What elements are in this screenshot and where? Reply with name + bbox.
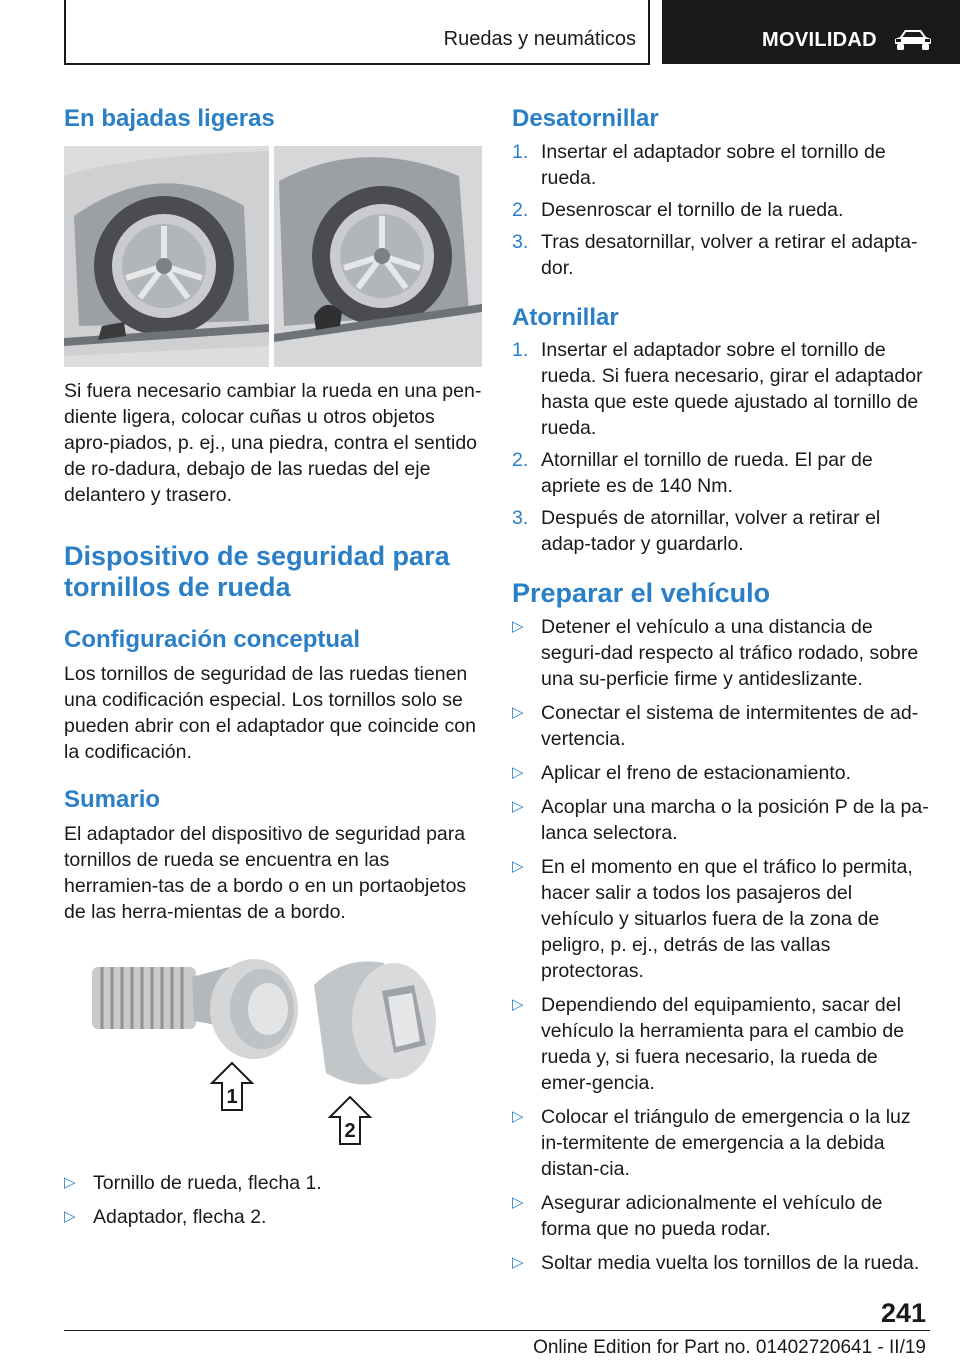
list-item <box>512 505 930 557</box>
step-text: Tras desatornillar, volver a retirar el adapta-dor. <box>541 231 918 279</box>
heading-concept: Configuración conceptual <box>64 626 361 653</box>
list-item <box>512 139 930 191</box>
heading-wheel-lock-line1: Dispositivo de seguridad para <box>64 541 450 571</box>
list-item <box>512 1104 930 1182</box>
paragraph-summary: El adaptador del dispositivo de seguridad para tornillos de rueda se encuentra en las herramien-tas de a bordo o en un portaobjetos de las herra-mientas de a bordo. <box>64 823 467 923</box>
step-number: 3. <box>512 231 529 253</box>
list-item-text: Detener el vehículo a una distancia de seguri-dad respecto al tráfico rodado, sobre una su-perficie firme y antideslizante. <box>541 616 919 690</box>
legend-item-text: Tornillo de rueda, flecha 1. <box>93 1172 322 1194</box>
list-item-text: Dependiendo del equipamiento, sacar del vehículo la herramienta para el cambio de rueda y, si fuera necesario, la rueda de emer-gencia. <box>541 994 905 1094</box>
list-item-text: En el momento en que el tráfico lo permita, hacer salir a todos los pasajeros del vehículo y situarlos fuera de la zona de peligro, p. ej., detrás de las vallas protectoras. <box>541 856 913 982</box>
list-item-text: Conectar el sistema de intermitentes de ad-vertencia. <box>541 702 919 750</box>
list-item <box>512 337 930 441</box>
step-number: 2. <box>512 199 529 221</box>
heading-summary: Sumario <box>64 786 161 813</box>
list-item <box>512 760 930 786</box>
paragraph-concept: Los tornillos de seguridad de las ruedas tienen una codificación especial. Los tornillos solo se pueden abrir con el adaptador que coincide con la codificación. <box>64 663 476 763</box>
heading-screw: Atornillar <box>512 304 619 331</box>
triangle-bullet-icon: ▷ <box>512 1254 524 1271</box>
step-text: Después de atornillar, volver a retirar el adap-tador y guardarlo. <box>541 507 881 555</box>
step-text: Atornillar el tornillo de rueda. El par de apriete es de 140 Nm. <box>541 449 873 497</box>
step-number: 3. <box>512 507 529 529</box>
header-section-title: Ruedas y neumáticos <box>443 28 636 50</box>
list-item-text: Colocar el triángulo de emergencia o la luz in-termitente de emergencia a la debida distan-cia. <box>541 1106 911 1180</box>
list-item-text: Acoplar una marcha o la posición P de la pa-lanca selectora. <box>541 796 929 844</box>
heading-light-slopes: En bajadas ligeras <box>64 105 275 132</box>
paragraph-light-slopes: Si fuera necesario cambiar la rueda en una pen-diente ligera, colocar cuñas u otros objetos apro-piados, p. ej., una piedra, contra el sentido de ro-dadura, debajo de las ruedas del eje delantero y trasero. <box>64 380 482 506</box>
triangle-bullet-icon: ▷ <box>512 1108 524 1125</box>
list-item <box>64 1170 482 1196</box>
car-icon <box>892 27 934 53</box>
step-text: Insertar el adaptador sobre el tornillo de rueda. <box>541 141 886 189</box>
figure-lock-bolt-adapter <box>64 945 482 1150</box>
screw-steps <box>512 337 930 557</box>
triangle-bullet-icon: ▷ <box>512 764 524 781</box>
list-item <box>512 1190 930 1242</box>
header-chapter-tab <box>662 0 960 64</box>
heading-wheel-lock-line2: tornillos de rueda <box>64 572 291 602</box>
wheel-chock-illustration <box>64 146 482 367</box>
list-item <box>512 447 930 499</box>
triangle-bullet-icon: ▷ <box>64 1208 76 1225</box>
step-number: 2. <box>512 449 529 471</box>
list-item <box>64 1204 482 1230</box>
triangle-bullet-icon: ▷ <box>512 996 524 1013</box>
header-rule-mid <box>648 0 650 64</box>
bolt-adapter-illustration <box>64 945 482 1150</box>
list-item <box>512 197 930 223</box>
figure-wheel-chocks <box>64 146 482 367</box>
heading-unscrew: Desatornillar <box>512 105 659 132</box>
unscrew-steps <box>512 139 930 281</box>
legend-item-text: Adaptador, flecha 2. <box>93 1206 267 1228</box>
triangle-bullet-icon: ▷ <box>512 704 524 721</box>
callout-1: 1 <box>226 1086 238 1108</box>
list-item <box>512 229 930 281</box>
footer-edition: Online Edition for Part no. 01402720641 - II/19 <box>533 1337 926 1358</box>
list-item <box>512 992 930 1096</box>
triangle-bullet-icon: ▷ <box>512 618 524 635</box>
heading-wheel-lock-device <box>64 541 482 603</box>
list-item <box>512 854 930 984</box>
list-item <box>512 1250 930 1276</box>
triangle-bullet-icon: ▷ <box>512 798 524 815</box>
step-number: 1. <box>512 141 529 163</box>
list-item-text: Asegurar adicionalmente el vehículo de forma que no pueda rodar. <box>541 1192 883 1240</box>
list-item <box>512 700 930 752</box>
header-rule-left <box>64 0 66 64</box>
page-number: 241 <box>880 1298 926 1328</box>
triangle-bullet-icon: ▷ <box>512 858 524 875</box>
prepare-list <box>512 614 930 1276</box>
list-item <box>512 614 930 692</box>
footer-rule <box>64 1330 930 1331</box>
step-text: Insertar el adaptador sobre el tornillo de rueda. Si fuera necesario, girar el adaptador hasta que este quede ajustado al tornillo de rueda. <box>541 339 923 439</box>
header-chapter-label: MOVILIDAD <box>762 29 877 51</box>
heading-prepare-vehicle: Preparar el vehículo <box>512 578 771 608</box>
step-text: Desenroscar el tornillo de la rueda. <box>541 199 844 221</box>
triangle-bullet-icon: ▷ <box>512 1194 524 1211</box>
callout-2: 2 <box>344 1120 356 1142</box>
triangle-bullet-icon: ▷ <box>64 1174 76 1191</box>
header-rule-bottom <box>64 63 650 65</box>
legend-list <box>64 1170 482 1230</box>
list-item-text: Soltar media vuelta los tornillos de la rueda. <box>541 1252 920 1274</box>
list-item-text: Aplicar el freno de estacionamiento. <box>541 762 852 784</box>
list-item <box>512 794 930 846</box>
step-number: 1. <box>512 339 529 361</box>
